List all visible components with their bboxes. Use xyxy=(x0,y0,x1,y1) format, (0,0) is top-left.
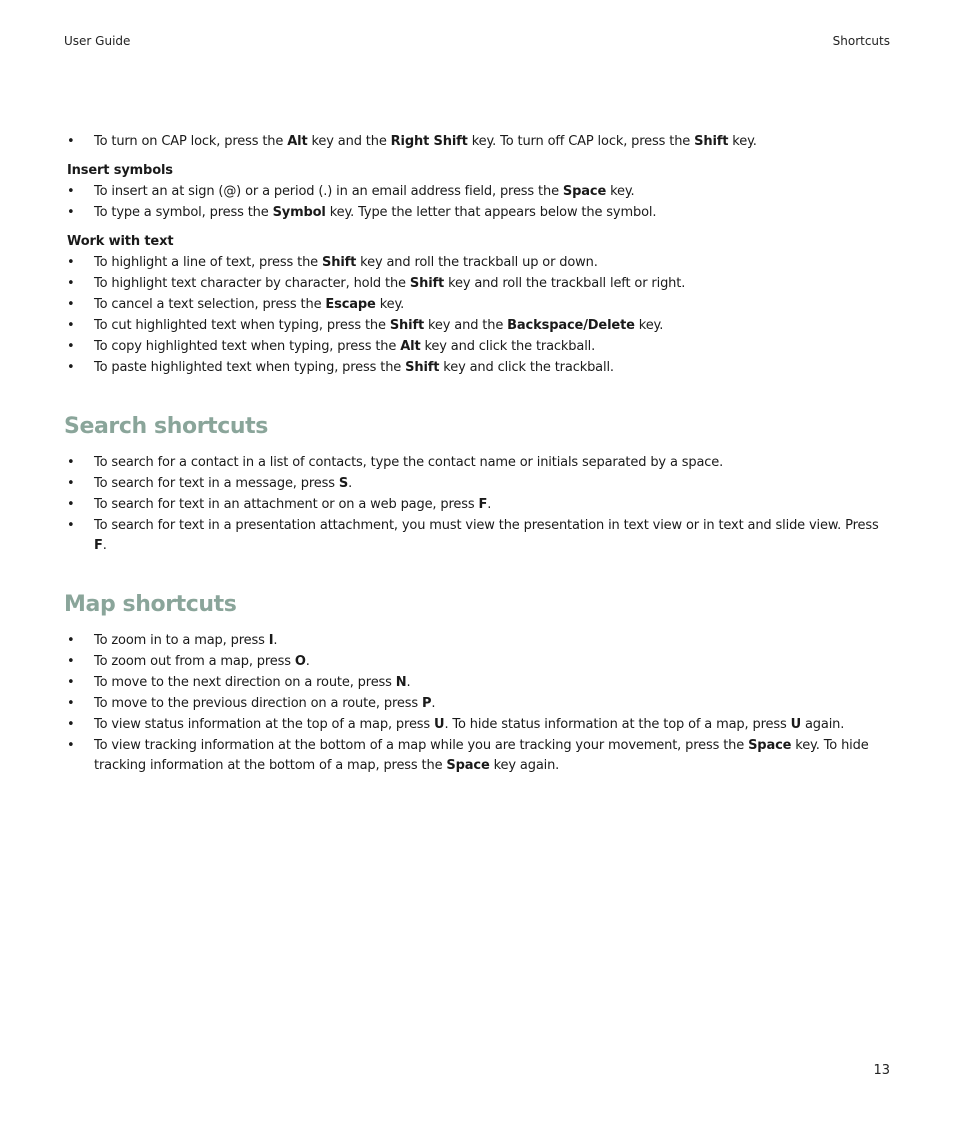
section-title: Search shortcuts xyxy=(64,414,268,439)
list-item: • To search for text in a presentation attachment, you must view the presentation in text view or in text and slide view. Press F. xyxy=(64,516,890,556)
bullet-list xyxy=(64,453,890,556)
key-name: U xyxy=(790,717,801,732)
key-name: F xyxy=(478,497,488,512)
list-item: • To highlight a line of text, press the Shift key and roll the trackball up or down. xyxy=(64,253,890,273)
key-name: S xyxy=(338,476,349,491)
list-item: • To search for a contact in a list of contacts, type the contact name or initials separated by a space. xyxy=(64,453,890,473)
key-name: Alt xyxy=(400,339,421,354)
key-name: Backspace/Delete xyxy=(507,318,635,333)
list-item: • To view status information at the top of a map, press U. To hide status information at the top of a map, press U again. xyxy=(64,715,890,735)
list-item: • To move to the next direction on a route, press N. xyxy=(64,673,890,693)
bullet-list xyxy=(64,253,890,378)
key-name: I xyxy=(268,633,274,648)
bullet-list xyxy=(64,182,890,223)
subsection-heading: Insert symbols xyxy=(67,163,173,178)
list-item: • To move to the previous direction on a route, press P. xyxy=(64,694,890,714)
key-name: Right Shift xyxy=(390,134,468,149)
key-name: Shift xyxy=(405,360,440,375)
key-name: O xyxy=(294,654,306,669)
key-name: Shift xyxy=(322,255,357,270)
list-item: • To turn on CAP lock, press the Alt key and the Right Shift key. To turn off CAP lock, press the Shift key. xyxy=(64,132,890,152)
key-name: Escape xyxy=(325,297,376,312)
key-name: N xyxy=(395,675,407,690)
section xyxy=(64,413,890,556)
key-name: Space xyxy=(562,184,607,199)
intro-bullet-list xyxy=(64,132,890,152)
running-header-title: User Guide xyxy=(64,34,131,48)
list-item: • To insert an at sign (@) or a period (.) in an email address field, press the Space key. xyxy=(64,182,890,202)
list-item: • To zoom out from a map, press O. xyxy=(64,652,890,672)
list-item: • To type a symbol, press the Symbol key. Type the letter that appears below the symbol. xyxy=(64,203,890,223)
section-title: Map shortcuts xyxy=(64,592,237,617)
list-item: • To view tracking information at the bottom of a map while you are tracking your movement, press the Space key. To hide tracking information at the bottom of a map, press the Space key again. xyxy=(64,736,890,776)
list-item: • To copy highlighted text when typing, press the Alt key and click the trackball. xyxy=(64,337,890,357)
key-name: P xyxy=(421,696,432,711)
key-name: U xyxy=(434,717,445,732)
page-number: 13 xyxy=(873,1063,890,1078)
key-name: Alt xyxy=(287,134,308,149)
list-item: • To paste highlighted text when typing, press the Shift key and click the trackball. xyxy=(64,358,890,378)
key-name: Shift xyxy=(694,134,729,149)
bullet-list xyxy=(64,631,890,776)
key-name: Space xyxy=(748,738,792,753)
list-item: • To highlight text character by character, hold the Shift key and roll the trackball left or right. xyxy=(64,274,890,294)
key-name: Shift xyxy=(389,318,425,333)
section xyxy=(64,591,890,776)
key-name: F xyxy=(94,538,103,553)
key-name: Shift xyxy=(409,276,445,291)
subsection-groups xyxy=(64,161,890,378)
key-name: Symbol xyxy=(272,205,326,220)
subsection-heading: Work with text xyxy=(67,234,174,249)
list-item: • To search for text in an attachment or on a web page, press F. xyxy=(64,495,890,515)
list-item: • To cancel a text selection, press the Escape key. xyxy=(64,295,890,315)
list-item: • To zoom in to a map, press I. xyxy=(64,631,890,651)
key-name: Space xyxy=(446,758,490,773)
list-item: • To cut highlighted text when typing, press the Shift key and the Backspace/Delete key. xyxy=(64,316,890,336)
list-item: • To search for text in a message, press S. xyxy=(64,474,890,494)
sections xyxy=(64,413,890,776)
page-content xyxy=(64,132,890,777)
running-header-section: Shortcuts xyxy=(832,34,890,48)
